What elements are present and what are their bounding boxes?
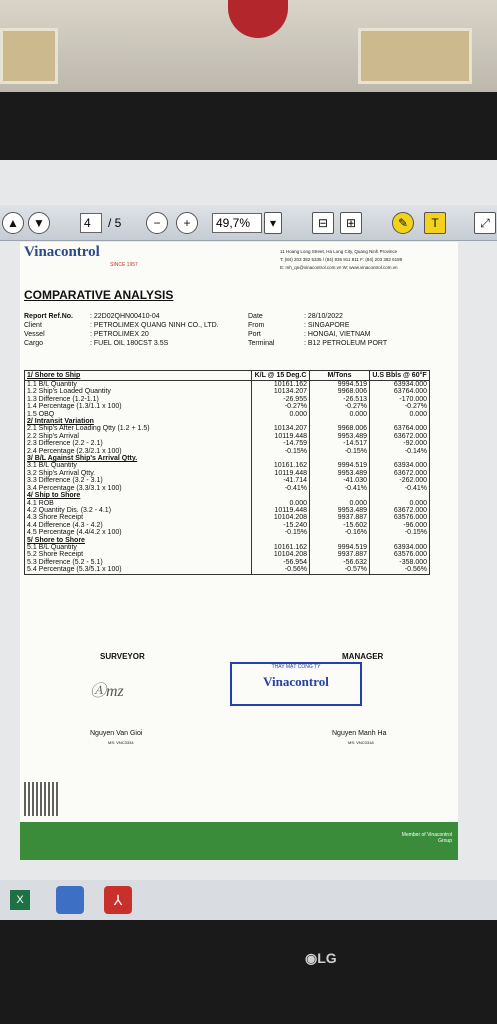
table-row	[25, 381, 430, 389]
row-value: -0.41%	[252, 485, 310, 492]
row-value: -56.954	[252, 559, 310, 566]
window-right	[358, 28, 472, 84]
table-row	[25, 492, 430, 499]
row-value: 63672.000	[370, 507, 430, 514]
row-value: -92.000	[370, 440, 430, 447]
row-value: -0.27%	[310, 403, 370, 410]
left-meta: Report Ref.No. : 22D02QHN00410-04 Client : PETROLIMEX QUANG NINH CO., LTD. Vessel : PETROLIMEX 20 Cargo : FUEL OIL 180CST 3.5S	[24, 313, 219, 347]
row-value	[252, 537, 310, 544]
header-3: U.S Bbls @ 60°F	[370, 371, 430, 381]
table-row	[25, 411, 430, 418]
taskbar	[0, 880, 497, 920]
row-value	[370, 492, 430, 499]
row-value: 0.000	[310, 500, 370, 507]
row-value	[252, 418, 310, 425]
row-value: 10119.448	[252, 507, 310, 514]
row-label: 4.4 Difference (4.3 - 4.2)	[25, 522, 252, 529]
background-wall	[0, 0, 497, 92]
right-meta: Date : 28/10/2022 From : SINGAPORE Port : HONGAI, VIETNAM Terminal : B12 PETROLEUM PORT	[248, 313, 388, 347]
row-value: 9953.489	[310, 507, 370, 514]
row-label: 3.4 Percentage (3.3/3.1 x 100)	[25, 485, 252, 492]
row-label: 3.3 Difference (3.2 - 3.1)	[25, 477, 252, 484]
row-value: -0.15%	[310, 448, 370, 455]
row-label: 4.1 ROB	[25, 500, 252, 507]
row-value: 10134.207	[252, 388, 310, 395]
row-label: 2.1 Ship's After Loading Qtty (1.2 + 1.5)	[25, 425, 252, 432]
row-label: 3.1 B/L Quantity	[25, 462, 252, 469]
row-value: 63764.000	[370, 425, 430, 432]
row-value: -0.14%	[370, 448, 430, 455]
row-value: 10104.208	[252, 514, 310, 521]
expand-icon[interactable]: ⤢	[474, 212, 496, 234]
row-value: 63576.000	[370, 514, 430, 521]
row-value: 63672.000	[370, 433, 430, 440]
table-row	[25, 440, 430, 447]
row-value: 63576.000	[370, 551, 430, 558]
row-value: -0.57%	[310, 566, 370, 574]
manager-name: Nguyen Manh Ha	[332, 730, 387, 737]
surveyor-signature: Ⓐmz	[90, 683, 124, 700]
table-row	[25, 485, 430, 492]
row-value: -0.15%	[252, 448, 310, 455]
row-value: 63934.000	[370, 544, 430, 551]
row-value: -26.955	[252, 396, 310, 403]
row-value: -0.41%	[370, 485, 430, 492]
row-value: -0.15%	[370, 529, 430, 536]
wall-clock	[228, 0, 288, 38]
manager-code: MS: VNC0318	[348, 740, 374, 745]
row-value: 0.000	[370, 500, 430, 507]
row-label: 3.2 Ship's Arrival Qtty.	[25, 470, 252, 477]
row-value: 10161.162	[252, 381, 310, 389]
row-label: 1.5 OBQ	[25, 411, 252, 418]
row-value: -262.000	[370, 477, 430, 484]
row-label: 2.4 Percentage (2.3/2.1 x 100)	[25, 448, 252, 455]
row-label: 5.2 Shore Receipt	[25, 551, 252, 558]
row-value: 63934.000	[370, 462, 430, 469]
table-row	[25, 396, 430, 403]
row-value: 9968.006	[310, 388, 370, 395]
row-label: 4.2 Quantity Dis. (3.2 - 4.1)	[25, 507, 252, 514]
row-value: 10161.162	[252, 462, 310, 469]
table-row	[25, 477, 430, 484]
table-row	[25, 425, 430, 432]
header-0: 1/ Shore to Ship	[25, 371, 252, 381]
row-value: -41.714	[252, 477, 310, 484]
row-value	[310, 418, 370, 425]
table-row	[25, 551, 430, 558]
row-value	[310, 455, 370, 462]
surveyor-code: MS: VNC3334	[108, 740, 134, 745]
prev-page-icon[interactable]: ▲	[2, 212, 24, 234]
row-value: 9937.887	[310, 551, 370, 558]
row-value: -96.000	[370, 522, 430, 529]
row-value	[310, 492, 370, 499]
row-value: 10104.208	[252, 551, 310, 558]
lg-logo: ◉LG	[305, 950, 337, 966]
row-label: 5/ Shore to Shore	[25, 537, 252, 544]
row-value: -170.000	[370, 396, 430, 403]
row-value: -14.517	[310, 440, 370, 447]
row-value: 63764.000	[370, 388, 430, 395]
row-value: -56.632	[310, 559, 370, 566]
row-value	[252, 492, 310, 499]
row-value: 0.000	[310, 411, 370, 418]
row-value: -0.15%	[252, 529, 310, 536]
row-value: -0.27%	[252, 403, 310, 410]
table-row	[25, 559, 430, 566]
row-value: 0.000	[252, 500, 310, 507]
row-value: 9937.887	[310, 514, 370, 521]
row-value: 9994.519	[310, 462, 370, 469]
row-value: 9994.519	[310, 544, 370, 551]
table-row	[25, 522, 430, 529]
row-label: 5.3 Difference (5.2 - 5.1)	[25, 559, 252, 566]
table-row	[25, 537, 430, 544]
table-row	[25, 455, 430, 462]
row-label: 1.1 B/L Quantity	[25, 381, 252, 389]
row-value	[370, 455, 430, 462]
row-value: 10119.448	[252, 433, 310, 440]
row-value: -15.240	[252, 522, 310, 529]
header-1: K/L @ 15 Deg.C	[252, 371, 310, 381]
row-value: 0.000	[252, 411, 310, 418]
row-value: 9994.519	[310, 381, 370, 389]
row-value: -0.16%	[310, 529, 370, 536]
row-value: 10134.207	[252, 425, 310, 432]
table-row	[25, 500, 430, 507]
table-row	[25, 544, 430, 551]
row-label: 2.3 Difference (2.2 - 2.1)	[25, 440, 252, 447]
page-number-input[interactable]: 4	[80, 213, 102, 233]
row-value: -0.56%	[370, 566, 430, 574]
fit-page-icon[interactable]: ⊟	[312, 212, 334, 234]
row-value: 9953.489	[310, 470, 370, 477]
row-value: 9968.006	[310, 425, 370, 432]
row-label: 5.1 B/L Quantity	[25, 544, 252, 551]
table-row	[25, 448, 430, 455]
row-label: 4.5 Percentage (4.4/4.2 x 100)	[25, 529, 252, 536]
row-value: 9953.489	[310, 433, 370, 440]
row-value: -358.000	[370, 559, 430, 566]
row-label: 5.4 Percentage (5.3/5.1 x 100)	[25, 566, 252, 574]
footer-banner: Member of Vinacontrol Group	[20, 822, 458, 860]
zoom-in-icon[interactable]: +	[176, 212, 198, 234]
header-2: M/Tons	[310, 371, 370, 381]
row-label: 1.2 Ship's Loaded Quantity	[25, 388, 252, 395]
row-value: -0.27%	[370, 403, 430, 410]
table-row	[25, 433, 430, 440]
fit-width-icon[interactable]: ⊞	[340, 212, 362, 234]
row-label: 3/ B/L Against Ship's Arrival Qtty.	[25, 455, 252, 462]
pdf-reader-icon[interactable]: ⅄	[104, 886, 132, 914]
vinacontrol-logo: Vinacontrol	[24, 244, 100, 260]
row-value	[252, 455, 310, 462]
table-row	[25, 418, 430, 425]
zalo-icon[interactable]	[56, 886, 84, 914]
surveyor-name: Nguyen Van Gioi	[90, 730, 143, 737]
row-value	[370, 418, 430, 425]
analysis-table	[24, 370, 430, 575]
row-value: -0.41%	[310, 485, 370, 492]
manager-label: MANAGER	[342, 652, 384, 661]
row-value: 63672.000	[370, 470, 430, 477]
row-value	[370, 537, 430, 544]
table-row	[25, 529, 430, 536]
company-stamp: THAY MẶT CÔNG TY Vinacontrol	[230, 662, 362, 706]
table-row	[25, 514, 430, 521]
row-value: 0.000	[370, 411, 430, 418]
excel-icon[interactable]: X	[10, 890, 30, 910]
zoom-dropdown-icon[interactable]: ▾	[264, 212, 282, 234]
row-label: 1.3 Difference (1.2-1.1)	[25, 396, 252, 403]
row-value: -0.56%	[252, 566, 310, 574]
row-value: 10161.162	[252, 544, 310, 551]
row-value: -26.513	[310, 396, 370, 403]
page-total: / 5	[108, 216, 122, 230]
row-label: 4.3 Shore Receipt	[25, 514, 252, 521]
row-label: 2/ Intransit Variation	[25, 418, 252, 425]
surveyor-label: SURVEYOR	[100, 652, 145, 661]
table-row	[25, 470, 430, 477]
zoom-out-icon[interactable]: −	[146, 212, 168, 234]
comment-icon[interactable]: ✎	[392, 212, 414, 234]
row-label: 1.4 Percentage (1.3/1.1 x 100)	[25, 403, 252, 410]
row-value: 63934.000	[370, 381, 430, 389]
table-row	[25, 566, 430, 574]
table-row	[25, 507, 430, 514]
row-value	[310, 537, 370, 544]
row-value: -15.602	[310, 522, 370, 529]
next-page-icon[interactable]: ▼	[28, 212, 50, 234]
window-left	[0, 28, 58, 84]
row-value: -41.030	[310, 477, 370, 484]
qr-code	[24, 782, 58, 816]
since-label: SINCE 1957	[110, 262, 138, 268]
table-row	[25, 403, 430, 410]
table-row	[25, 462, 430, 469]
row-label: 2.2 Ship's Arrival	[25, 433, 252, 440]
row-value: -14.759	[252, 440, 310, 447]
document-title: COMPARATIVE ANALYSIS	[24, 288, 174, 302]
zoom-input[interactable]: 49,7%	[212, 213, 262, 233]
row-label: 4/ Ship to Shore	[25, 492, 252, 499]
row-value: 10119.448	[252, 470, 310, 477]
highlight-icon[interactable]: T	[424, 212, 446, 234]
company-address: 11 Hoang Long Street, Ha Long City, Quang Ninh Province T: (84) 203 382 5335 / (84) 936 911 811 F: (84) 203 382 6189 E: mh_qn@vinacontrol.com.vn W: www.vinacontrol.com.vn	[280, 249, 403, 270]
pdf-page	[20, 242, 458, 860]
table-row	[25, 388, 430, 395]
